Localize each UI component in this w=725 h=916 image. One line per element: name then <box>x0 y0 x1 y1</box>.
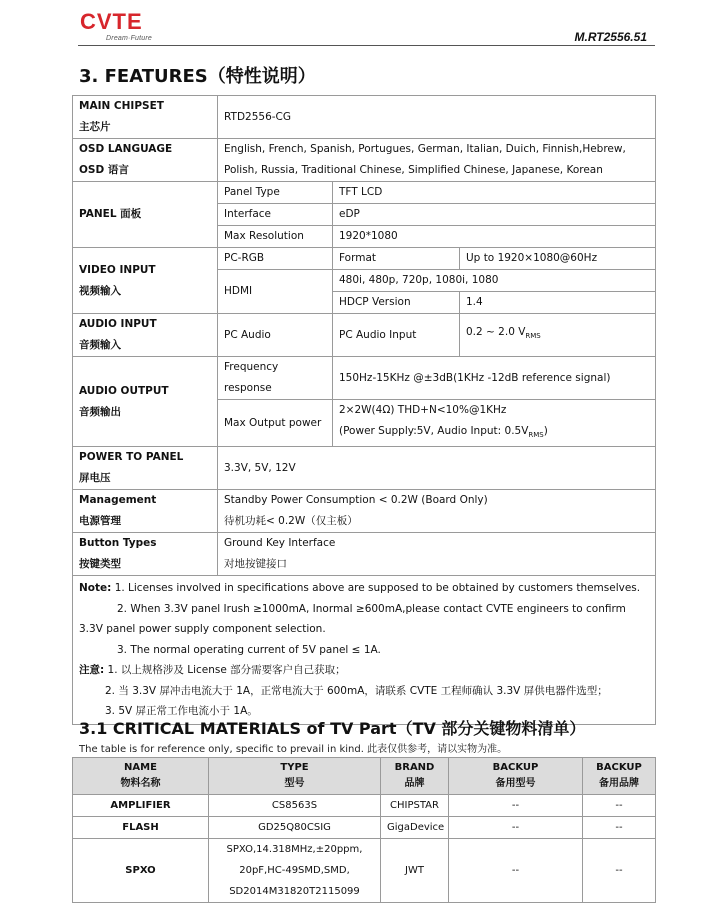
label-en: POWER TO PANEL <box>79 451 184 464</box>
note-zh-label: 注意: <box>79 664 105 677</box>
label-en: VIDEO INPUT <box>79 263 156 276</box>
material-backup-brand: -- <box>583 795 656 817</box>
label-osd-language <box>73 139 218 182</box>
audio-power-name: Max Output power <box>218 400 333 447</box>
label-zh: 按键类型 <box>79 558 121 571</box>
row-osd-language <box>73 139 656 182</box>
material-name: AMPLIFIER <box>73 795 209 817</box>
panel-type-value: TFT LCD <box>333 182 656 204</box>
note-1 <box>79 578 649 599</box>
label-audio-input <box>73 314 218 357</box>
video-hdcp-name: HDCP Version <box>333 292 460 314</box>
label-en: Button Types <box>79 537 157 550</box>
osd-languages-line-1: English, French, Spanish, Portugues, German, Italian, Duich, Finnish,Hebrew, <box>224 143 626 155</box>
video-hdmi-name: HDMI <box>218 270 333 314</box>
label-button-types <box>73 533 218 576</box>
label-zh: 电源管理 <box>79 515 121 528</box>
table-row <box>73 839 656 903</box>
panel-resolution-value: 1920*1080 <box>333 226 656 248</box>
features-table <box>72 95 656 725</box>
rms-subscript: RMS <box>528 431 544 440</box>
note-2a: 2. When 3.3V panel Irush ≥1000mA, Inormal ≥600mA,please contact CVTE engineers to confirm <box>117 602 626 615</box>
note-3: 3. The normal operating current of 5V panel ≤ 1A. <box>117 643 381 656</box>
materials-note: The table is for reference only, specific to prevail in kind. 此表仅供参考，请以实物为准。 <box>79 744 508 755</box>
label-zh: 主芯片 <box>79 121 111 133</box>
label-en: AUDIO INPUT <box>79 318 157 330</box>
material-name: FLASH <box>73 817 209 839</box>
value-management <box>218 490 656 533</box>
power-value-close: ) <box>543 425 548 437</box>
header-en: NAME <box>124 762 157 773</box>
management-zh: 待机功耗< 0.2W（仅主板） <box>224 515 358 528</box>
label-zh: 屏电压 <box>79 472 111 485</box>
header-backup-type <box>449 758 583 795</box>
button-types-zh: 对地按键接口 <box>224 558 287 571</box>
rms-subscript: RMS <box>525 332 541 341</box>
header-en: TYPE <box>280 762 309 773</box>
header-name <box>73 758 209 795</box>
power-value-text: (Power Supply:5V, Audio Input: 0.5V <box>339 425 529 437</box>
power-value-line-1: 2×2W(4Ω) THD+N<10%@1KHz <box>339 404 507 416</box>
label-en: Management <box>79 494 157 507</box>
audio-input-value <box>460 314 656 357</box>
materials-header-row <box>73 758 656 795</box>
note-zh-1 <box>79 660 649 681</box>
power-value-line-2 <box>339 421 649 446</box>
label-main-chipset <box>73 96 218 139</box>
header-zh: 备用品牌 <box>599 778 639 789</box>
label-power-to-panel <box>73 447 218 490</box>
company-logo <box>80 10 152 42</box>
header-brand <box>381 758 449 795</box>
panel-resolution-name: Max Resolution <box>218 226 333 248</box>
row-audio-freq <box>73 357 656 400</box>
material-brand: JWT <box>381 839 449 903</box>
material-type: GD25Q80CSIG <box>209 817 381 839</box>
note-1-text: 1. Licenses involved in specifications above are supposed to be obtained by customers themselves. <box>114 582 641 595</box>
audio-input-level: 0.2 ~ 2.0 V <box>466 326 526 339</box>
button-types-en: Ground Key Interface <box>224 537 336 550</box>
video-hdcp-value: 1.4 <box>460 292 656 314</box>
table-row <box>73 817 656 839</box>
label-en: AUDIO OUTPUT <box>79 384 169 397</box>
note-zh-1-text: 1. 以上规格涉及 License 部分需要客户自己获取； <box>107 664 346 677</box>
panel-interface-name: Interface <box>218 204 333 226</box>
header-en: BRAND <box>394 762 435 773</box>
header-en: BACKUP <box>492 762 539 773</box>
material-brand: CHIPSTAR <box>381 795 449 817</box>
header-divider <box>78 45 655 46</box>
header-en: BACKUP <box>596 762 642 773</box>
spxo-type-line-1: SPXO,14.318MHz,±20ppm, <box>226 844 363 855</box>
material-backup-brand: -- <box>583 817 656 839</box>
header-zh: 备用型号 <box>495 778 536 789</box>
note-zh-3: 3. 5V 屏正常工作电流小于 1A。 <box>105 705 258 718</box>
material-backup-type: -- <box>449 795 583 817</box>
material-backup-type: -- <box>449 817 583 839</box>
audio-power-value <box>333 400 656 447</box>
freq-label-line-1: Frequency <box>224 361 279 373</box>
video-pc-rgb-name: PC-RGB <box>218 248 333 270</box>
label-zh: 音频输出 <box>79 405 121 418</box>
label-panel: PANEL 面板 <box>73 182 218 248</box>
logo-tagline: Dream·Future <box>106 35 152 42</box>
spxo-type-line-3: SD2014M31820T2115099 <box>229 886 360 897</box>
row-main-chipset <box>73 96 656 139</box>
table-row <box>73 795 656 817</box>
label-zh: 音频输入 <box>79 339 121 351</box>
header-zh: 型号 <box>284 778 305 789</box>
logo-wordmark: CVTE <box>80 9 143 34</box>
video-hdmi-modes: 480i, 480p, 720p, 1080i, 1080 <box>333 270 656 292</box>
value-main-chipset: RTD2556-CG <box>218 96 656 139</box>
row-video-pc-rgb <box>73 248 656 270</box>
value-button-types <box>218 533 656 576</box>
value-osd-language <box>218 139 656 182</box>
audio-freq-name <box>218 357 333 400</box>
freq-label-line-2: response <box>224 382 272 394</box>
row-panel-type <box>73 182 656 204</box>
document-code: M.RT2556.51 <box>574 30 647 44</box>
label-zh: OSD 语言 <box>79 164 129 176</box>
material-name: SPXO <box>73 839 209 903</box>
note-label: Note: <box>79 582 112 595</box>
row-power-to-panel <box>73 447 656 490</box>
header-backup-brand <box>583 758 656 795</box>
materials-table <box>72 757 656 903</box>
header-zh: 品牌 <box>404 778 425 789</box>
panel-interface-value: eDP <box>333 204 656 226</box>
notes-cell <box>73 576 656 725</box>
row-button-types <box>73 533 656 576</box>
osd-languages-line-2: Polish, Russia, Traditional Chinese, Simplified Chinese, Japanese, Korean <box>224 164 603 176</box>
material-brand: GigaDevice <box>381 817 449 839</box>
section-title: 3. FEATURES（特性说明） <box>79 66 316 87</box>
audio-input-name: PC Audio <box>218 314 333 357</box>
row-management <box>73 490 656 533</box>
row-notes <box>73 576 656 725</box>
label-audio-output <box>73 357 218 447</box>
note-zh-2: 2. 当 3.3V 屏冲击电流大于 1A，正常电流大于 600mA，请联系 CVTE 工程师确认 3.3V 屏供电器件选型； <box>105 684 608 697</box>
materials-title: 3.1 CRITICAL MATERIALS of TV Part（TV 部分关键物料清单） <box>79 719 586 738</box>
header-type <box>209 758 381 795</box>
material-backup-type: -- <box>449 839 583 903</box>
video-format-name: Format <box>333 248 460 270</box>
value-power-to-panel: 3.3V, 5V, 12V <box>218 447 656 490</box>
management-en: Standby Power Consumption < 0.2W (Board Only) <box>224 494 488 507</box>
audio-freq-value: 150Hz-15KHz @±3dB(1KHz -12dB reference signal) <box>333 357 656 400</box>
panel-type-name: Panel Type <box>218 182 333 204</box>
material-type <box>209 839 381 903</box>
note-2b: 3.3V panel power supply component selection. <box>79 623 326 636</box>
material-backup-brand: -- <box>583 839 656 903</box>
material-type: CS8563S <box>209 795 381 817</box>
row-audio-input <box>73 314 656 357</box>
audio-input-sub: PC Audio Input <box>333 314 460 357</box>
label-en: MAIN CHIPSET <box>79 100 164 112</box>
label-zh: 视频输入 <box>79 284 121 297</box>
spxo-type-line-2: 20pF,HC-49SMD,SMD, <box>239 865 350 876</box>
label-management <box>73 490 218 533</box>
label-video-input <box>73 248 218 314</box>
video-format-value: Up to 1920×1080@60Hz <box>460 248 656 270</box>
label-en: OSD LANGUAGE <box>79 143 173 155</box>
header-zh: 物料名称 <box>120 778 161 789</box>
